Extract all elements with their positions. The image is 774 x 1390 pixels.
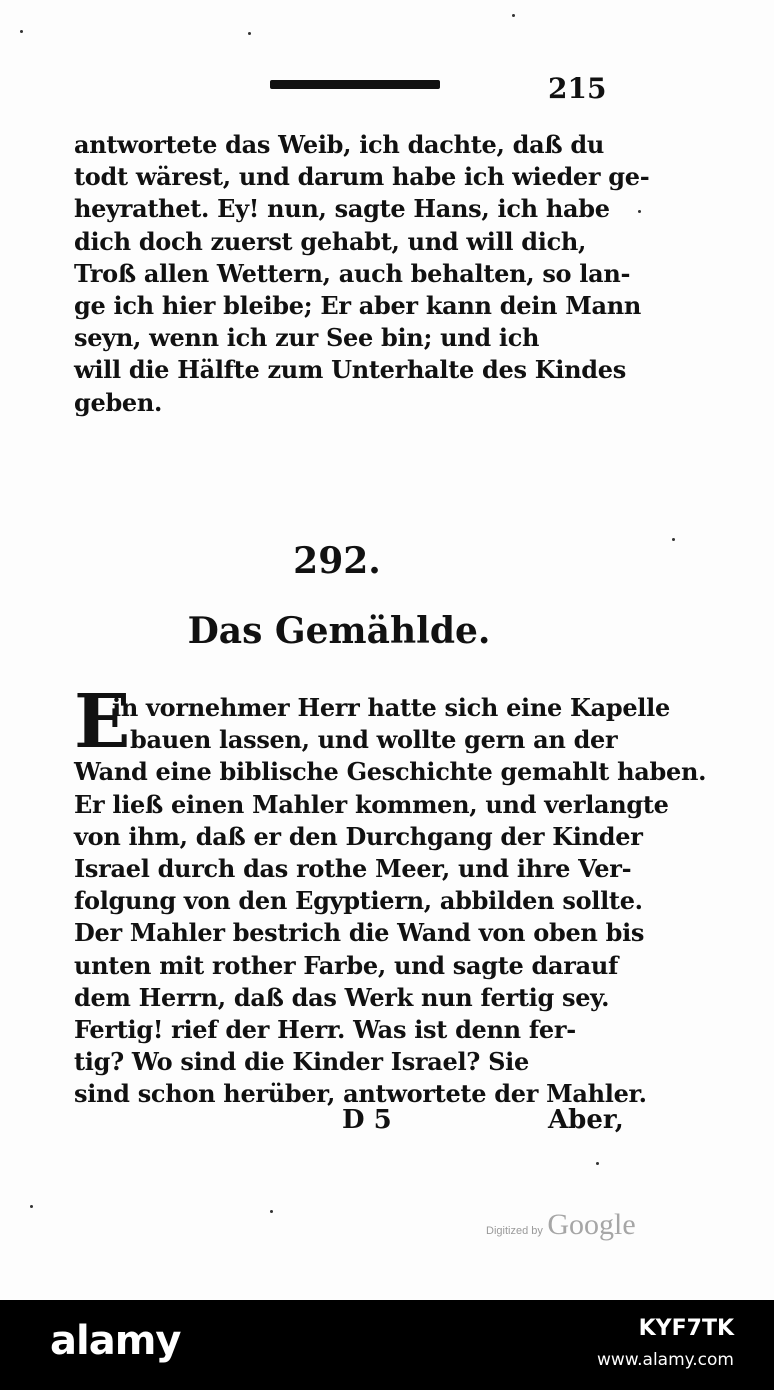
- text-line: dem Herrn, daß das Werk nun fertig sey.: [74, 982, 610, 1012]
- stock-url: www.alamy.com: [596, 1350, 734, 1370]
- paper-speck: [248, 32, 251, 35]
- text-line: Fertig! rief der Herr. Was ist denn fer-: [74, 1015, 576, 1045]
- text-line: todt wärest, und darum habe ich wieder ge-: [74, 162, 650, 192]
- text-line: unten mit rother Farbe, und sagte darauf: [74, 950, 619, 980]
- text-line: seyn, wenn ich zur See bin; und ich: [74, 323, 540, 353]
- text-line: dich doch zuerst gehabt, und will dich,: [74, 226, 587, 256]
- text-line: tig? Wo sind die Kinder Israel? Sie: [74, 1047, 529, 1077]
- text-line: sind schon herüber, antwortete der Mahler.: [74, 1079, 647, 1109]
- text-line: Er ließ einen Mahler kommen, und verlangte: [74, 789, 669, 819]
- text-line: will die Hälfte zum Unterhalte des Kindes: [74, 355, 626, 385]
- text-line: Israel durch das rothe Meer, und ihre Ver-: [74, 854, 632, 884]
- text-line: heyrathet. Ey! nun, sagte Hans, ich habe: [74, 194, 610, 224]
- paper-speck: [30, 1205, 33, 1208]
- catchword: Aber,: [548, 1105, 624, 1135]
- paper-speck: [512, 14, 515, 17]
- text-line: ge ich hier bleibe; Er aber kann dein Mann: [74, 291, 642, 321]
- image-id: KYF7TK: [638, 1316, 734, 1341]
- text-line: antwortete das Weib, ich dachte, daß du: [74, 130, 604, 159]
- text-line: Wand eine biblische Geschichte gemahlt haben.: [74, 757, 707, 787]
- text-line: Troß allen Wettern, auch behalten, so lan-: [74, 258, 631, 288]
- digitized-by-text: Digitized by: [486, 1225, 543, 1237]
- drop-cap: E: [74, 679, 131, 765]
- text-line: folgung von den Egyptiern, abbilden sollte.: [74, 886, 643, 916]
- continued-paragraph: [74, 129, 650, 419]
- digitized-watermark: [486, 1208, 636, 1242]
- paper-speck: [596, 1162, 599, 1165]
- header-rule: [270, 80, 440, 89]
- page-number: 215: [548, 72, 607, 105]
- signature-mark: D 5: [342, 1105, 392, 1135]
- story-title: Das Gemählde.: [187, 610, 491, 652]
- story-number: 292.: [293, 540, 381, 582]
- text-line: von ihm, daß er den Durchgang der Kinder: [74, 821, 643, 851]
- text-line: in vornehmer Herr hatte sich eine Kapelle: [112, 693, 670, 722]
- alamy-logo: alamy: [50, 1318, 181, 1364]
- text-line: geben.: [74, 387, 163, 417]
- paper-speck: [270, 1210, 273, 1213]
- text-line: Der Mahler bestrich die Wand von oben bis: [74, 918, 645, 948]
- paper-speck: [672, 538, 675, 541]
- google-logo: Google: [547, 1208, 636, 1241]
- story-paragraph: [74, 692, 707, 1111]
- paper-speck: [638, 210, 641, 213]
- text-line: bauen lassen, und wollte gern an der: [130, 725, 618, 755]
- paper-speck: [20, 30, 23, 33]
